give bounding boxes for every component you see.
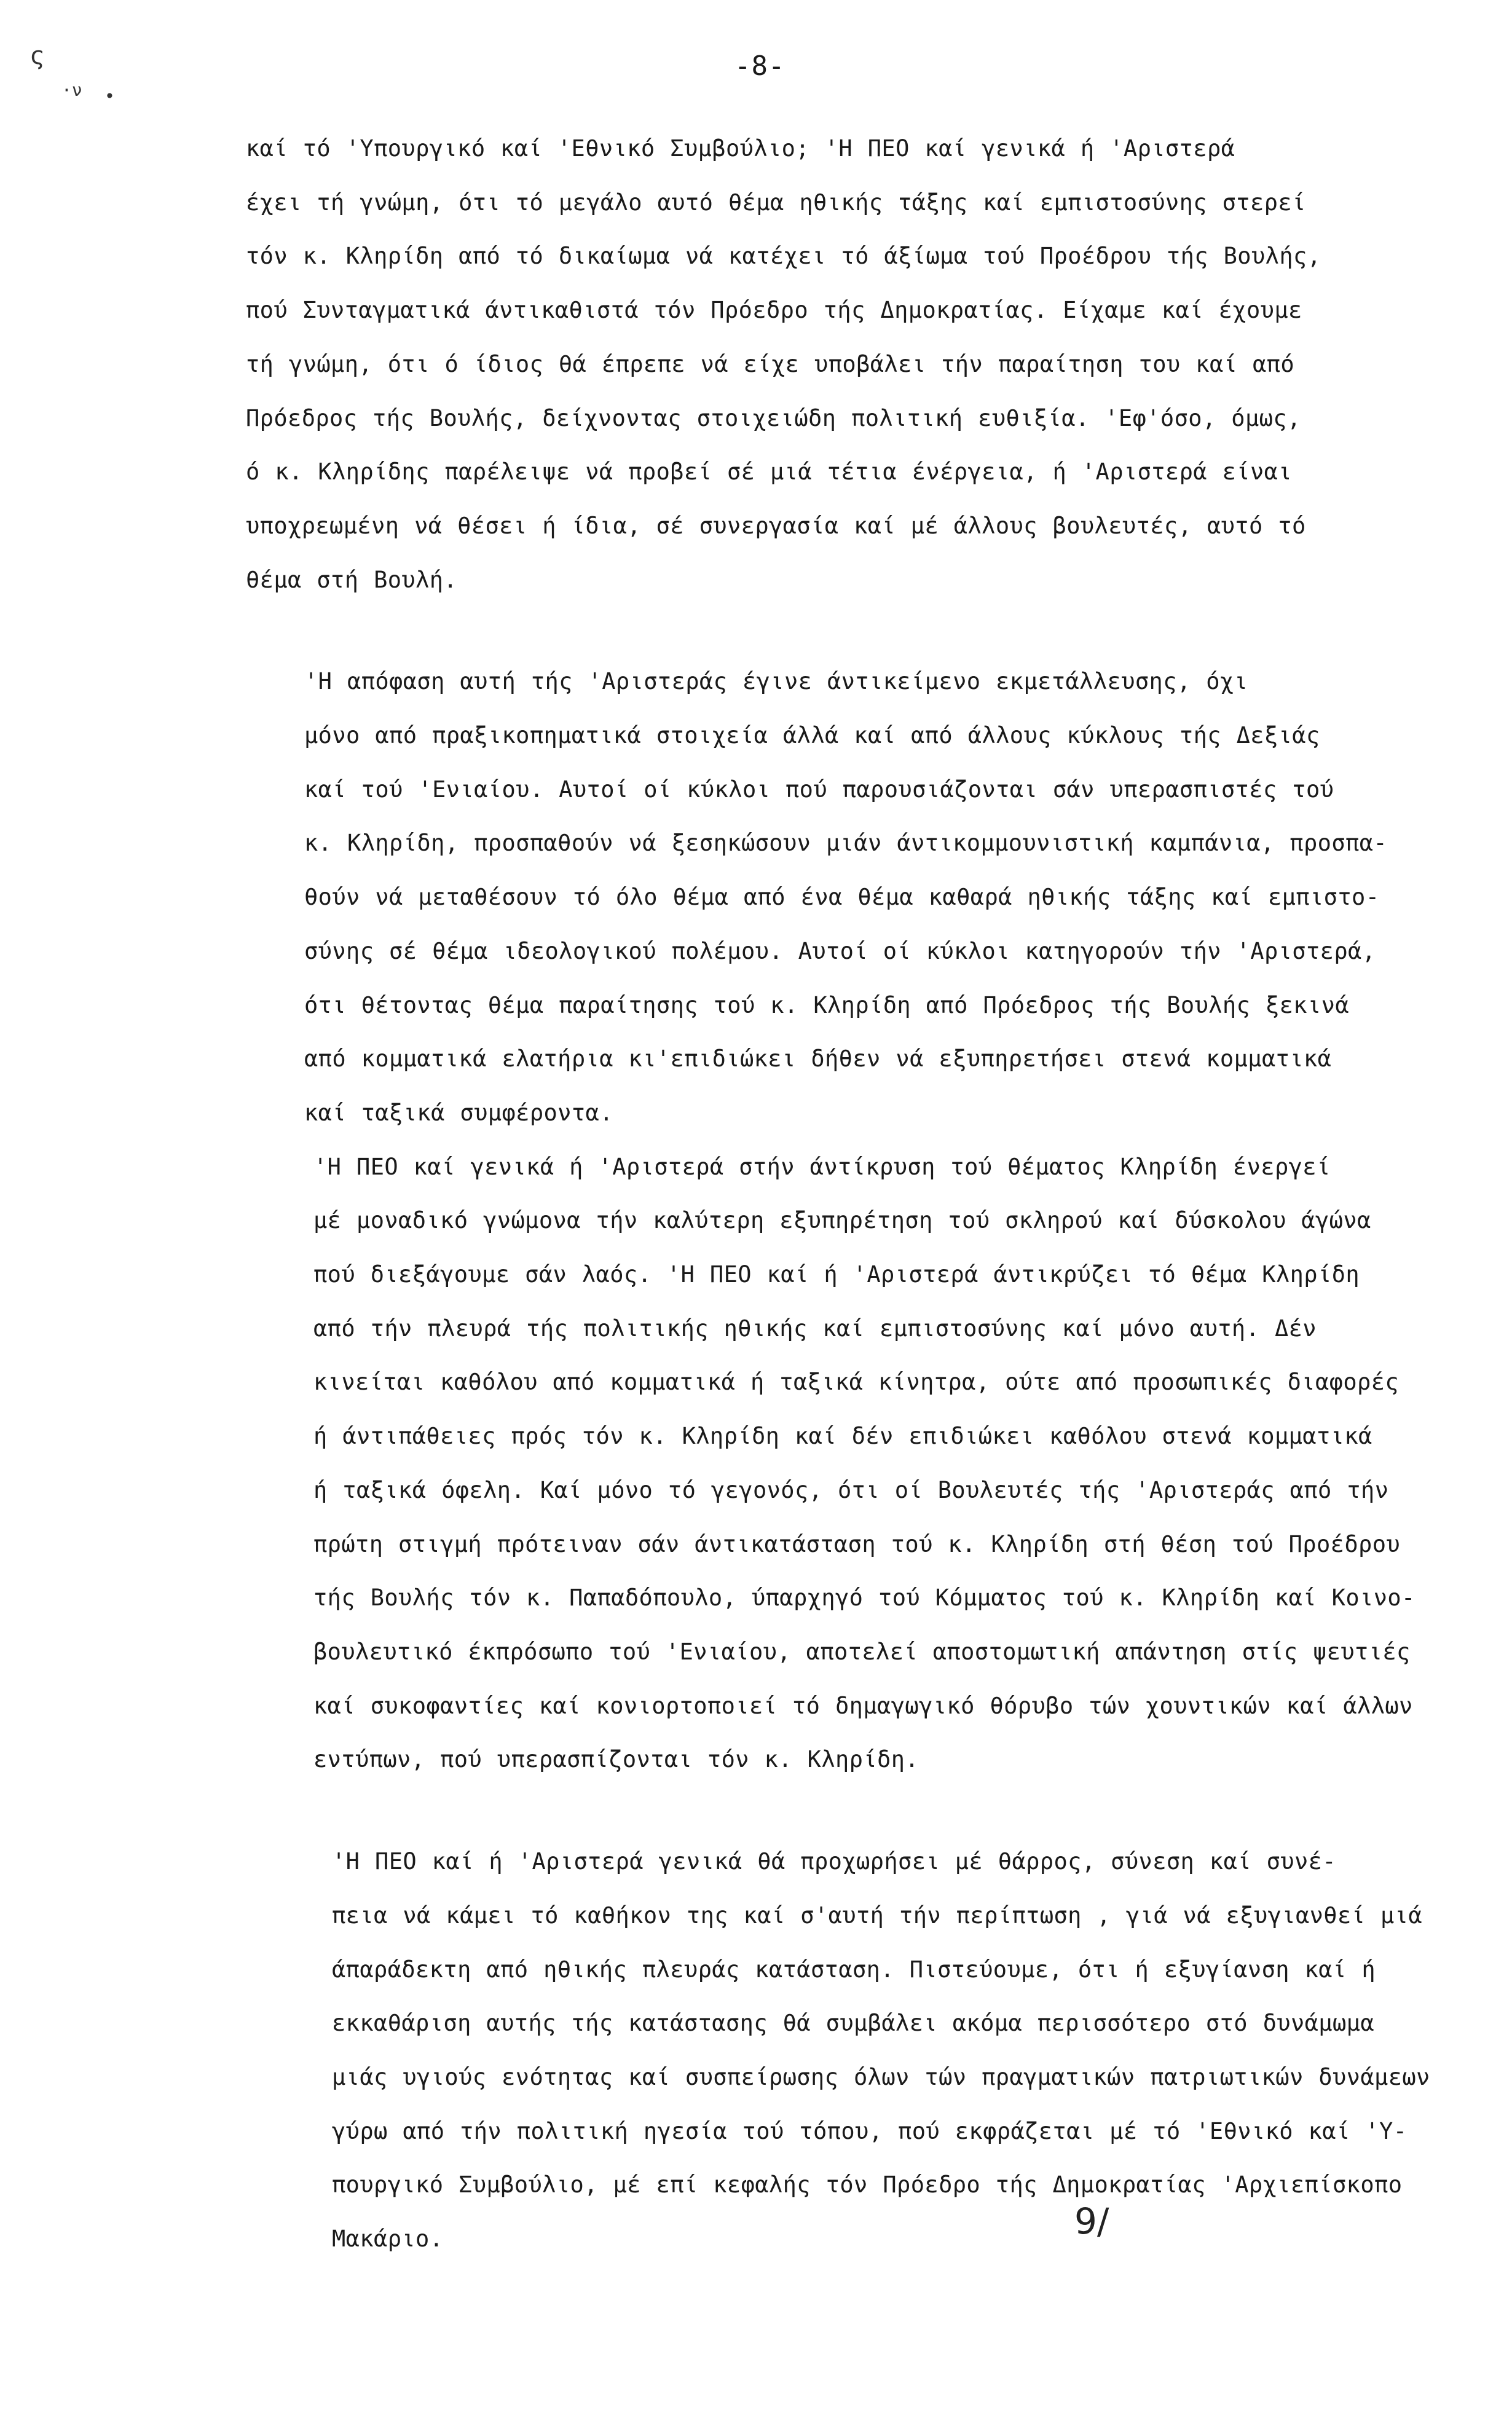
text-line: από τήν πλευρά τής πολιτικής ηθικής καί εμπιστοσύνης καί μόνο αυτή. Δέν — [313, 1315, 1317, 1342]
text-line: τόν κ. Κληρίδη από τό δικαίωμα νά κατέχει τό άξίωμα τού Προέδρου τής Βουλής, — [246, 243, 1321, 270]
text-line: εκκαθάριση αυτής τής κατάστασης θά συμβάλει ακόμα περισσότερο στό δυνάμωμα — [332, 2010, 1375, 2037]
text-line: Μακάριο. — [332, 2226, 444, 2253]
text-line: μέ μοναδικό γνώμονα τήν καλύτερη εξυπηρέτηση τού σκληρού καί δύσκολου άγώνα — [313, 1207, 1371, 1234]
text-line: καί τού 'Ενιαίου. Αυτοί οί κύκλοι πού παρουσιάζονται σάν υπερασπιστές τού — [304, 776, 1334, 803]
text-line: καί συκοφαντίες καί κονιορτοποιεί τό δημαγωγικό θόρυβο τών χουντικών καί άλλων — [313, 1692, 1413, 1719]
text-line: τής Βουλής τόν κ. Παπαδόπουλο, ύπαρχηγό τού Κόμματος τού κ. Κληρίδη καί Κοινο- — [313, 1584, 1416, 1612]
paragraph-1 — [246, 122, 1444, 607]
page-number: -8- — [734, 50, 786, 82]
text-line: βουλευτικό έκπρόσωπο τού 'Ενιαίου, αποτελεί αποστομωτική απάντηση στίς ψευτιές — [313, 1638, 1411, 1665]
text-line: θούν νά μεταθέσουν τό όλο θέμα από ένα θέμα καθαρά ηθικής τάξης καί εμπιστο- — [304, 884, 1380, 911]
text-line: ή ταξικά όφελη. Καί μόνο τό γεγονός, ότι οί Βουλευτές τής 'Αριστεράς από τήν — [313, 1476, 1389, 1503]
text-line: γύρω από τήν πολιτική ηγεσία τού τόπου, πού εκφράζεται μέ τό 'Εθνικό καί 'Υ- — [332, 2117, 1408, 2144]
text-line: 'Η απόφαση αυτή τής 'Αριστεράς έγινε άντικείμενο εκμετάλλευσης, όχι — [304, 668, 1248, 695]
text-line: ή άντιπάθειες πρός τόν κ. Κληρίδη καί δέν επιδιώκει καθόλου στενά κομματικά — [313, 1423, 1372, 1450]
text-line: σύνης σέ θέμα ιδεολογικού πολέμου. Αυτοί οί κύκλοι κατηγορούν τήν 'Αριστερά, — [304, 937, 1376, 964]
text-line: καί ταξικά συμφέροντα. — [304, 1099, 613, 1126]
text-line: καί τό 'Υπουργικό καί 'Εθνικό Συμβούλιο; 'Η ΠΕΟ καί γενικά ή 'Αριστερά — [246, 135, 1235, 162]
text-line: ό κ. Κληρίδης παρέλειψε νά προβεί σέ μιά τέτια ένέργεια, ή 'Αριστερά είναι — [246, 459, 1293, 486]
corner-mark-3: • — [104, 86, 115, 106]
text-line: μόνο από πραξικοπηματικά στοιχεία άλλά καί από άλλους κύκλους τής Δεξιάς — [304, 722, 1320, 749]
corner-mark-1: ς — [30, 42, 45, 70]
paragraph-3 — [246, 1140, 1444, 1787]
text-line: πρώτη στιγμή πρότειναν σάν άντικατάσταση τού κ. Κληρίδη στή θέση τού Προέδρου — [313, 1530, 1401, 1557]
text-line: 'Η ΠΕΟ καί ή 'Αριστερά γενικά θά προχωρήσει μέ θάρρος, σύνεση καί συνέ- — [332, 1848, 1336, 1875]
text-line: τή γνώμη, ότι ό ίδιος θά έπρεπε νά είχε υποβάλει τήν παραίτηση του καί από — [246, 350, 1295, 377]
text-line: μιάς υγιούς ενότητας καί συσπείρωσης όλων τών πραγματικών πατριωτικών δυνάμεων — [332, 2063, 1430, 2090]
text-line: 'Η ΠΕΟ καί γενικά ή 'Αριστερά στήν άντίκρυση τού θέματος Κληρίδη ένεργεί — [313, 1153, 1331, 1180]
text-line: κ. Κληρίδη, προσπαθούν νά ξεσηκώσουν μιάν άντικομμουνιστική καμπάνια, προσπα- — [304, 830, 1388, 857]
text-line: έχει τή γνώμη, ότι τό μεγάλο αυτό θέμα ηθικής τάξης καί εμπιστοσύνης στερεί — [246, 189, 1306, 216]
corner-mark-2: ·ν — [61, 80, 82, 100]
text-line: πού διεξάγουμε σάν λαός. 'Η ΠΕΟ καί ή 'Αριστερά άντικρύζει τό θέμα Κληρίδη — [313, 1261, 1360, 1288]
text-line: Πρόεδρος τής Βουλής, δείχνοντας στοιχειώδη πολιτική ευθιξία. 'Εφ'όσο, όμως, — [246, 404, 1301, 431]
text-line: εντύπων, πού υπερασπίζονται τόν κ. Κληρίδη. — [313, 1746, 919, 1773]
text-line: άπαράδεκτη από ηθικής πλευράς κατάσταση. Πιστεύουμε, ότι ή εξυγίανση καί ή — [332, 1956, 1376, 1983]
paragraph-4 — [246, 1835, 1444, 2266]
footer-page-note: 9/ — [1074, 2200, 1109, 2242]
text-line: θέμα στή Βουλή. — [246, 566, 458, 593]
text-line: κινείται καθόλου από κομματικά ή ταξικά κίνητρα, ούτε από προσωπικές διαφορές — [313, 1369, 1400, 1396]
text-line: πού Συνταγματικά άντικαθιστά τόν Πρόεδρο τής Δημοκρατίας. Είχαμε καί έχουμε — [246, 297, 1302, 324]
text-line: από κομματικά ελατήρια κι'επιδιώκει δήθεν νά εξυπηρετήσει στενά κομματικά — [304, 1045, 1332, 1073]
paragraph-2 — [246, 655, 1444, 1140]
text-line: πεια νά κάμει τό καθήκον της καί σ'αυτή τήν περίπτωση , γιά νά εξυγιανθεί μιά — [332, 1902, 1423, 1929]
text-line: πουργικό Συμβούλιο, μέ επί κεφαλής τόν Πρόεδρο τής Δημοκρατίας 'Αρχιεπίσκοπο — [332, 2171, 1403, 2198]
text-line: υποχρεωμένη νά θέσει ή ίδια, σέ συνεργασία καί μέ άλλους βουλευτές, αυτό τό — [246, 512, 1306, 539]
document-body — [246, 122, 1444, 2266]
text-line: ότι θέτοντας θέμα παραίτησης τού κ. Κληρίδη από Πρόεδρος τής Βουλής ξεκινά — [304, 991, 1350, 1018]
